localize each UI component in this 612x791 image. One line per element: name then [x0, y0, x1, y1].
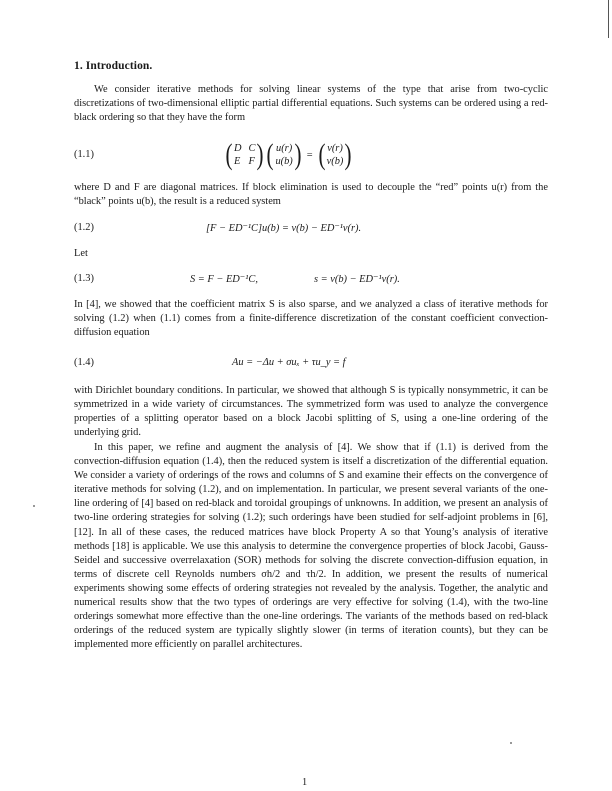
matrix-entry: E	[234, 156, 241, 167]
equation-1-3	[74, 270, 548, 292]
paragraph-coefficient: In [4], we showed that the coefficient matrix S is also sparse, and we analyzed a class of iterative methods for solving (1.2) when (1.1) comes from a finite-difference discretization of the constant coefficient convection-diffusion equation	[74, 299, 548, 339]
vector-entry: u(b)	[275, 156, 293, 167]
paragraph-let: Let	[74, 248, 88, 259]
page-number: 1	[302, 777, 308, 788]
scan-speck	[510, 742, 512, 744]
matrix-equation: ( D C E F ) ( u(r) u(b) ) = ( v(r) v(b) )	[225, 138, 352, 171]
section-heading: 1. Introduction.	[74, 60, 153, 72]
equation-text: s = v(b) − ED⁻¹v(r).	[314, 274, 400, 285]
paragraph-intro: We consider iterative methods for solving linear systems of the type that arise from two-cyclic discretizations of two-dimensional elliptic partial differential equations. Such systems can be ordered using a red-black ordering so that they have the form	[74, 84, 548, 124]
scan-speck	[33, 505, 35, 507]
matrix-entry: D	[234, 143, 242, 154]
equation-1-1	[74, 140, 548, 172]
matrix-entry: C	[248, 143, 256, 154]
equation-1-4	[74, 354, 548, 376]
vector-entry: v(r)	[327, 143, 343, 154]
paragraph-this-paper: In this paper, we refine and augment the analysis of [4]. We show that if (1.1) is derived from the convection-diffusion equation (1.4), then the reduced system is itself a discretization of the differential equation. We consider a variety of orderings of the rows and columns of S and examine their effects on the convergence of iterative methods for solving (1.2), and on implementation. In particular, we present several variants of the one-line ordering of [4] based on red-black and toroidal groupings of unknowns. In addition, we present an analysis of two-line ordering strategies for solving (1.2); such orderings have been studied for self-adjoint problems in [6], [12]. In all of these cases, the reduced matrices have block Property A so that Young’s analysis of iterative methods [18] is applicable. We use this analysis to determine the convergence properties of block Jacobi, Gauss-Seidel and successive overrelaxation (SOR) methods for solving the discrete convection-diffusion equation, in terms of discrete cell Reynolds numbers σh/2 and τh/2. In addition, we present the results of numerical experiments showing some effects of ordering strategies not revealed by the analysis. Together, the analytic and numerical results show that the two types of orderings are very effective for solving (1.4), with the two-line orderings somewhat more effective than the one-line orderings. The variants of the methods based on red-black orderings of the reduced system are typically slightly slower (in terms of iteration counts), but they can be implemented more efficiently on parallel architectures.	[74, 442, 548, 651]
vector-entry: u(r)	[276, 143, 293, 154]
equation-label: (1.4)	[74, 357, 94, 368]
vector-entry: v(b)	[326, 156, 344, 167]
paragraph-dirichlet: with Dirichlet boundary conditions. In particular, we showed that although S is typically nonsymmetric, it can be symmetrized in a wide variety of circumstances. The symmetrized form was used to analyze the convergence properties of a splitting operator based on a block Jacobi splitting of S, using a one-line ordering of the underlying grid.	[74, 385, 548, 439]
equation-label: (1.1)	[74, 149, 94, 160]
matrix-entry: F	[248, 156, 255, 167]
equation-1-2	[74, 219, 548, 241]
margin-mark	[608, 0, 609, 38]
equation-label: (1.3)	[74, 273, 94, 284]
paragraph-reduced: where D and F are diagonal matrices. If block elimination is used to decouple the “red” points u(r) from the “black” points u(b), the result is a reduced system	[74, 182, 548, 208]
equation-label: (1.2)	[74, 222, 94, 233]
equation-text: Au = −Δu + σuₓ + τu_y = f	[232, 357, 346, 368]
equation-text: [F − ED⁻¹C]u(b) = v(b) − ED⁻¹v(r).	[206, 223, 362, 234]
equation-text: S = F − ED⁻¹C,	[190, 274, 258, 285]
